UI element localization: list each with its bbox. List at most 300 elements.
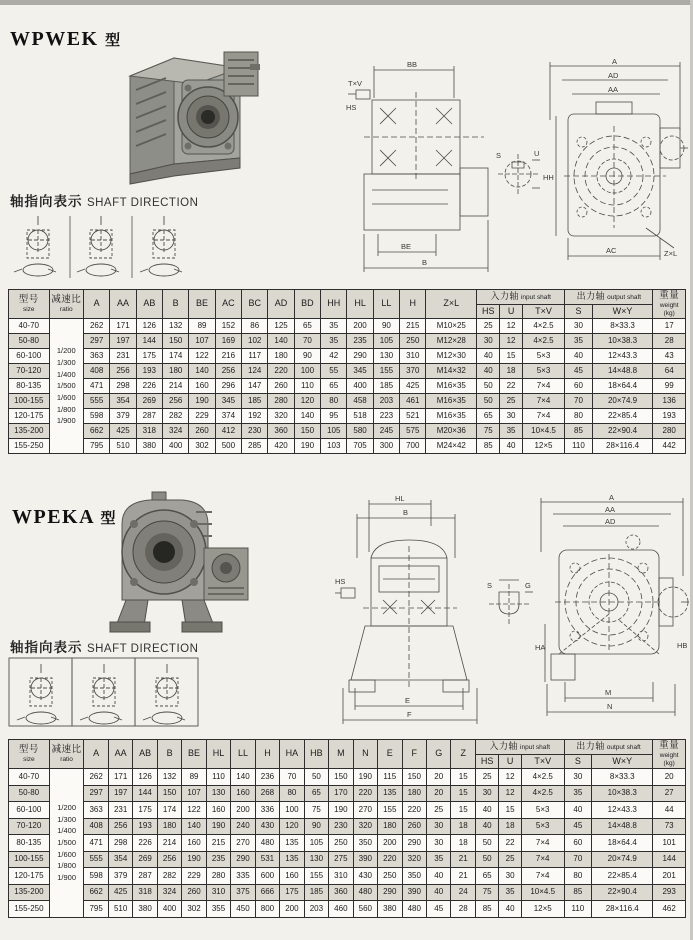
dim-cell: 705 — [347, 439, 373, 454]
dim-cell: 560 — [353, 901, 377, 918]
spec-row-70-120 — [9, 364, 686, 379]
dim-cell: 500 — [215, 439, 241, 454]
dim-label: T×V — [348, 79, 362, 88]
dim-cell: 40 — [427, 884, 451, 901]
dim-cell: 90 — [294, 349, 320, 364]
dim-cell: 280 — [206, 868, 230, 885]
dim-cell: 12 — [500, 319, 522, 334]
dim-cell: 201 — [653, 868, 686, 885]
dim-cell: 318 — [136, 424, 162, 439]
dim-cell: 200 — [347, 319, 373, 334]
dim-cell: 795 — [84, 901, 108, 918]
dim-cell: 50 — [304, 769, 328, 786]
dimension-drawings-wpwek — [344, 56, 688, 284]
dim-cell: M12×30 — [426, 349, 477, 364]
dim-cell: 65 — [475, 868, 498, 885]
model-type-mark: 型 — [105, 33, 121, 49]
dim-cell: 135 — [378, 785, 402, 802]
dim-cell: 293 — [653, 884, 686, 901]
dim-cell: 27 — [653, 785, 686, 802]
dim-cell: 425 — [108, 884, 132, 901]
dim-cell: 223 — [373, 409, 399, 424]
dim-cell: 15 — [451, 769, 475, 786]
dim-col-header: HA — [280, 740, 304, 769]
dim-cell: 126 — [136, 319, 162, 334]
dim-cell: 171 — [108, 769, 132, 786]
dim-cell: 70 — [294, 334, 320, 349]
size-cell: 50-80 — [9, 785, 50, 802]
dim-label: A — [609, 493, 615, 502]
dim-col-header: AD — [268, 290, 294, 319]
dim-cell: 130 — [373, 349, 399, 364]
dim-cell: 324 — [157, 884, 181, 901]
dim-cell: 300 — [373, 439, 399, 454]
dim-cell: 521 — [400, 409, 426, 424]
dim-cell: 102 — [242, 334, 268, 349]
dim-cell: 250 — [400, 334, 426, 349]
dim-label: U — [534, 149, 540, 158]
dim-cell: 99 — [653, 379, 686, 394]
dim-cell: 20×74.9 — [592, 394, 653, 409]
model-type-mark: 型 — [100, 511, 116, 527]
dim-cell: 390 — [402, 884, 426, 901]
dim-label: B — [403, 508, 409, 517]
dim-cell: 65 — [321, 379, 347, 394]
size-cell: 120-175 — [9, 409, 50, 424]
dim-cell: 310 — [400, 349, 426, 364]
dim-cell: 480 — [353, 884, 377, 901]
dim-cell: M20×36 — [426, 424, 477, 439]
dim-cell: 214 — [157, 835, 181, 852]
spec-row-60-100 — [9, 349, 686, 364]
dim-cell: 250 — [329, 835, 353, 852]
dim-cell: M24×42 — [426, 439, 477, 454]
dim-cell: 130 — [304, 851, 328, 868]
dim-cell: 40 — [477, 364, 500, 379]
dim-cell: 70 — [565, 394, 592, 409]
output-sub-header: S — [564, 754, 592, 769]
dim-cell: 442 — [653, 439, 686, 454]
dim-cell: 336 — [255, 802, 279, 819]
dim-cell: 18 — [499, 818, 521, 835]
dim-cell: 105 — [373, 334, 399, 349]
dim-cell: 126 — [133, 769, 157, 786]
dim-cell: M12×28 — [426, 334, 477, 349]
ratio-col-header: 减速比 ratio — [49, 290, 83, 319]
dim-cell: 42 — [321, 349, 347, 364]
dim-cell: M10×25 — [426, 319, 477, 334]
dim-cell: 290 — [378, 884, 402, 901]
dim-col-header: HB — [304, 740, 328, 769]
dim-cell: 80 — [565, 409, 592, 424]
shaft-direction-heading-wpeka — [10, 636, 198, 657]
spec-row-120-175 — [9, 409, 686, 424]
dim-cell: 136 — [653, 394, 686, 409]
dim-cell: 216 — [215, 349, 241, 364]
dim-cell: 175 — [136, 349, 162, 364]
shaft-direction-label-cn: 轴指向表示 — [10, 194, 83, 209]
dim-col-header: B — [157, 740, 181, 769]
dim-col-header: LL — [373, 290, 399, 319]
dim-cell: 282 — [163, 409, 189, 424]
dim-cell: 12 — [499, 769, 521, 786]
dim-cell: 262 — [84, 769, 108, 786]
dim-cell: 180 — [402, 785, 426, 802]
size-cell: 155-250 — [9, 901, 50, 918]
dim-cell: 85 — [564, 884, 592, 901]
dim-cell: 28 — [451, 901, 475, 918]
dim-cell: 100 — [294, 364, 320, 379]
dim-cell: 374 — [215, 409, 241, 424]
dim-cell: 150 — [329, 769, 353, 786]
dim-label: BE — [401, 242, 412, 251]
dim-cell: 110 — [565, 439, 592, 454]
dim-cell: 160 — [231, 785, 255, 802]
dim-cell: 15 — [451, 785, 475, 802]
dim-cell: 160 — [182, 835, 206, 852]
dim-cell: 290 — [347, 349, 373, 364]
shaft-direction-label-en: SHAFT DIRECTION — [86, 197, 199, 209]
size-cell: 155-250 — [9, 439, 50, 454]
dim-cell: 7×4 — [521, 851, 564, 868]
dim-cell: 282 — [157, 868, 181, 885]
spec-row-100-155 — [9, 851, 686, 868]
dim-cell: 420 — [268, 439, 294, 454]
dim-cell: 28 — [653, 334, 686, 349]
dim-cell: 160 — [189, 379, 215, 394]
dim-label: Z×L — [664, 249, 678, 258]
dim-cell: 800 — [255, 901, 279, 918]
size-cell: 70-120 — [9, 364, 50, 379]
dim-cell: 379 — [110, 409, 136, 424]
dim-cell: 124 — [242, 364, 268, 379]
dim-cell: 122 — [189, 349, 215, 364]
dim-cell: 135 — [280, 851, 304, 868]
dim-cell: 144 — [653, 851, 686, 868]
dim-cell: 30 — [427, 818, 451, 835]
dim-cell: 22×90.4 — [592, 884, 653, 901]
dim-cell: 268 — [255, 785, 279, 802]
dim-cell: 600 — [255, 868, 279, 885]
dim-cell: 320 — [353, 818, 377, 835]
dim-col-header: B — [163, 290, 189, 319]
dim-cell: 22 — [499, 835, 521, 852]
dim-cell: 363 — [84, 802, 108, 819]
dim-cell: 256 — [157, 851, 181, 868]
dim-cell: 185 — [304, 884, 328, 901]
dim-cell: 275 — [329, 851, 353, 868]
dim-cell: 215 — [400, 319, 426, 334]
dim-cell: 7×4 — [522, 394, 565, 409]
dim-cell: 147 — [242, 379, 268, 394]
dim-cell: 122 — [182, 802, 206, 819]
dim-cell: 180 — [157, 818, 181, 835]
dim-cell: 310 — [329, 868, 353, 885]
size-cell: 40-70 — [9, 769, 50, 786]
dim-cell: 220 — [353, 785, 377, 802]
dim-cell: 360 — [268, 424, 294, 439]
dim-cell: 795 — [83, 439, 109, 454]
dim-cell: 22×85.4 — [592, 409, 653, 424]
dim-cell: 174 — [157, 802, 181, 819]
dim-cell: 287 — [136, 409, 162, 424]
dim-cell: 75 — [475, 884, 498, 901]
size-cell: 135-200 — [9, 884, 50, 901]
dim-cell: 200 — [231, 802, 255, 819]
dim-label: B — [422, 258, 428, 267]
zxl-col-header: Z×L — [426, 290, 477, 319]
output-sub-header: S — [565, 304, 592, 319]
dim-cell: 20 — [653, 769, 686, 786]
input-shaft-group-header: 入力轴 input shaft — [475, 740, 564, 755]
dim-cell: 65 — [304, 785, 328, 802]
dim-cell: 140 — [182, 818, 206, 835]
dim-label: N — [607, 702, 613, 711]
dimension-drawings-wpeka — [335, 492, 690, 732]
dim-cell: 510 — [110, 439, 136, 454]
dim-cell: 155 — [304, 868, 328, 885]
dim-cell: 30 — [475, 785, 498, 802]
dim-cell: 400 — [157, 901, 181, 918]
ratio-cell: 1/200 1/300 1/400 1/500 1/600 1/800 1/900 — [49, 769, 84, 918]
dim-cell: 50 — [477, 394, 500, 409]
spec-row-40-70 — [9, 319, 686, 334]
dim-cell: 197 — [110, 334, 136, 349]
dim-cell: 90 — [304, 818, 328, 835]
dim-cell: 85 — [477, 439, 500, 454]
dim-cell: 44 — [653, 802, 686, 819]
dim-col-header: AB — [136, 290, 162, 319]
dim-cell: 4×2.5 — [522, 334, 565, 349]
dim-label: HS — [346, 103, 357, 112]
dim-cell: 85 — [475, 901, 498, 918]
dim-cell: 86 — [242, 319, 268, 334]
dim-cell: 30 — [500, 409, 522, 424]
dim-cell: 80 — [564, 868, 592, 885]
dim-cell: 80 — [321, 394, 347, 409]
dim-cell: 170 — [329, 785, 353, 802]
dim-cell: 175 — [133, 802, 157, 819]
drawing-wpeka-side-view — [335, 492, 485, 732]
dim-cell: 461 — [400, 394, 426, 409]
dim-cell: 458 — [347, 394, 373, 409]
dim-cell: M16×35 — [426, 379, 477, 394]
dim-cell: 28×116.4 — [592, 901, 653, 918]
dim-cell: 12×43.3 — [592, 802, 653, 819]
size-cell: 80-135 — [9, 835, 50, 852]
dim-cell: 8×33.3 — [592, 319, 653, 334]
dim-cell: 363 — [83, 349, 109, 364]
dim-cell: 355 — [206, 901, 230, 918]
dim-cell: 144 — [133, 785, 157, 802]
dim-cell: 5×3 — [522, 349, 565, 364]
dim-cell: 80 — [280, 785, 304, 802]
dim-cell: 5×3 — [522, 364, 565, 379]
dim-cell: 390 — [353, 851, 377, 868]
dim-cell: 132 — [157, 769, 181, 786]
dim-cell: 290 — [231, 851, 255, 868]
dim-cell: 245 — [373, 424, 399, 439]
dim-cell: 4×2.5 — [521, 785, 564, 802]
dim-col-header: AC — [215, 290, 241, 319]
dim-cell: 190 — [329, 802, 353, 819]
dim-cell: 40 — [475, 802, 498, 819]
dim-col-header: H — [400, 290, 426, 319]
dim-cell: 320 — [268, 409, 294, 424]
dim-col-header: BE — [189, 290, 215, 319]
dim-cell: 462 — [653, 901, 686, 918]
dim-cell: 231 — [108, 802, 132, 819]
dim-cell: 240 — [231, 818, 255, 835]
size-cell: 100-155 — [9, 851, 50, 868]
dim-cell: 190 — [353, 769, 377, 786]
dim-cell: 65 — [294, 319, 320, 334]
dim-cell: 250 — [378, 868, 402, 885]
input-sub-header: U — [500, 304, 522, 319]
dim-cell: 175 — [280, 884, 304, 901]
dim-col-header: LL — [231, 740, 255, 769]
dim-cell: 215 — [206, 835, 230, 852]
dim-cell: 260 — [402, 818, 426, 835]
dim-cell: 260 — [268, 379, 294, 394]
dim-cell: 298 — [108, 835, 132, 852]
output-sub-header: W×Y — [592, 754, 653, 769]
dim-cell: 45 — [564, 818, 592, 835]
dim-label: HS — [335, 577, 346, 586]
dim-cell: 203 — [304, 901, 328, 918]
dim-col-header: HL — [206, 740, 230, 769]
dim-cell: 35 — [564, 785, 592, 802]
size-cell: 120-175 — [9, 868, 50, 885]
dim-cell: 354 — [108, 851, 132, 868]
dim-cell: 320 — [402, 851, 426, 868]
dim-label: AC — [606, 246, 617, 255]
dim-col-header: F — [402, 740, 426, 769]
dim-cell: 555 — [83, 394, 109, 409]
dim-cell: 192 — [242, 409, 268, 424]
dim-cell: 318 — [133, 884, 157, 901]
dim-cell: 85 — [565, 424, 592, 439]
dim-cell: 155 — [373, 364, 399, 379]
dim-cell: 408 — [83, 364, 109, 379]
dim-cell: 35 — [321, 319, 347, 334]
dim-cell: 290 — [402, 835, 426, 852]
output-shaft-group-header: 出力轴 output shaft — [564, 740, 653, 755]
dim-cell: 412 — [215, 424, 241, 439]
dim-cell: 256 — [163, 394, 189, 409]
dim-col-header: E — [378, 740, 402, 769]
dim-cell: 185 — [242, 394, 268, 409]
dim-cell: 18 — [451, 818, 475, 835]
output-shaft-group-header: 出力轴 output shaft — [565, 290, 653, 305]
dim-col-header: HL — [347, 290, 373, 319]
shaft-direction-diagrams-wpwek — [8, 212, 193, 282]
dim-cell: 18 — [500, 364, 522, 379]
dim-label: HH — [543, 173, 554, 182]
input-sub-header: T×V — [522, 304, 565, 319]
dim-cell: 25 — [500, 394, 522, 409]
dim-cell: 150 — [402, 769, 426, 786]
dim-cell: 193 — [653, 409, 686, 424]
dim-cell: 155 — [378, 802, 402, 819]
dim-cell: 105 — [304, 835, 328, 852]
drawing-wpwek-shaft-detail — [494, 56, 542, 284]
dim-cell: 598 — [84, 868, 108, 885]
dim-cell: 152 — [215, 319, 241, 334]
dim-cell: 90 — [373, 319, 399, 334]
dim-cell: 296 — [215, 379, 241, 394]
size-col-header: 型号 size — [9, 290, 50, 319]
dim-label: E — [405, 696, 411, 705]
dim-cell: 190 — [294, 439, 320, 454]
drawing-wpeka-shaft-detail — [485, 492, 535, 732]
dim-cell: 45 — [565, 364, 592, 379]
dim-cell: 40 — [427, 868, 451, 885]
dim-cell: 110 — [206, 769, 230, 786]
spec-row-80-135 — [9, 379, 686, 394]
size-cell: 60-100 — [9, 802, 50, 819]
dim-cell: 55 — [321, 364, 347, 379]
dim-cell: 30 — [477, 334, 500, 349]
dim-cell: 350 — [353, 835, 377, 852]
dim-cell: 35 — [500, 424, 522, 439]
shaft-direction-label-cn: 轴指向表示 — [10, 640, 83, 655]
dim-cell: 50 — [477, 379, 500, 394]
dim-cell: 107 — [182, 785, 206, 802]
weight-col-header: 重量 weight (kg) — [653, 290, 686, 319]
dim-cell: 197 — [108, 785, 132, 802]
dim-cell: 408 — [84, 818, 108, 835]
dim-cell: 425 — [400, 379, 426, 394]
dim-cell: 25 — [475, 769, 498, 786]
dim-cell: 101 — [653, 835, 686, 852]
dim-cell: 230 — [329, 818, 353, 835]
input-shaft-group-header: 入力轴 input shaft — [477, 290, 565, 305]
dim-cell: 40 — [477, 349, 500, 364]
dim-cell: 297 — [84, 785, 108, 802]
dim-cell: 200 — [378, 835, 402, 852]
spec-row-155-250 — [9, 439, 686, 454]
dim-cell: 40 — [500, 439, 522, 454]
dim-col-header: M — [329, 740, 353, 769]
dim-cell: 270 — [231, 835, 255, 852]
dim-cell: 28×116.4 — [592, 439, 653, 454]
dim-cell: 400 — [163, 439, 189, 454]
dim-label: HL — [395, 494, 405, 503]
dim-cell: 185 — [373, 379, 399, 394]
dim-cell: 140 — [231, 769, 255, 786]
spec-row-50-80 — [9, 785, 686, 802]
spec-row-50-80 — [9, 334, 686, 349]
dim-label: S — [487, 581, 493, 590]
dim-cell: 89 — [182, 769, 206, 786]
dim-cell: 7×4 — [522, 409, 565, 424]
dim-cell: 324 — [163, 424, 189, 439]
input-sub-header: U — [499, 754, 521, 769]
dim-cell: 598 — [83, 409, 109, 424]
dim-cell: 269 — [133, 851, 157, 868]
dim-cell: 140 — [294, 409, 320, 424]
dim-cell: 22×85.4 — [592, 868, 653, 885]
dim-cell: 662 — [84, 884, 108, 901]
dim-cell: 17 — [653, 319, 686, 334]
dim-cell: 480 — [402, 901, 426, 918]
dim-cell: 297 — [83, 334, 109, 349]
dim-label: S — [496, 151, 502, 160]
dim-cell: 220 — [402, 802, 426, 819]
dim-label: AA — [605, 505, 616, 514]
dim-cell: 21 — [451, 868, 475, 885]
